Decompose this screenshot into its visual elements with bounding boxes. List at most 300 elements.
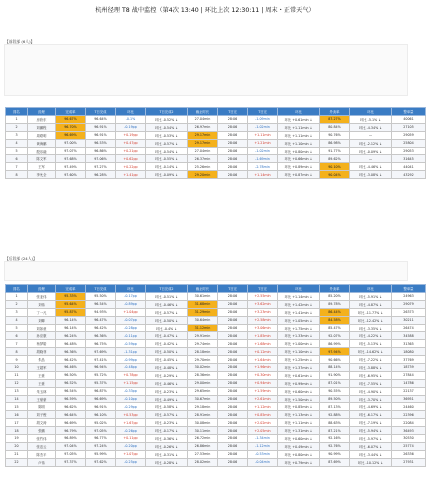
table-cell: +2.02min bbox=[248, 419, 278, 427]
table-cell: -0.11pp bbox=[116, 332, 146, 340]
table-cell: 96.14% bbox=[56, 324, 86, 332]
table-row bbox=[6, 356, 426, 364]
table-cell: 环比 -0.42% ↓ bbox=[146, 340, 188, 348]
table-cell: 3 bbox=[6, 131, 28, 139]
table-cell: 92.16% bbox=[320, 435, 350, 443]
table-cell: 95.02% bbox=[86, 419, 116, 427]
table-cell: -0.89pp bbox=[116, 300, 146, 308]
table-cell: 96.91% bbox=[86, 123, 116, 131]
table-cell: 环比 +0.66min ↓ bbox=[278, 155, 320, 163]
table-cell: 97.62% bbox=[86, 458, 116, 466]
table-cell: +3.23min bbox=[248, 308, 278, 316]
table-cell: 97.00% bbox=[56, 139, 86, 147]
table-cell: 96.87% bbox=[86, 387, 116, 395]
table-row bbox=[6, 147, 426, 155]
table-cell: 环比 +1.05min ↓ bbox=[278, 316, 320, 324]
table-cell: 30.61min bbox=[188, 293, 218, 301]
table-cell: 28:06 bbox=[218, 387, 248, 395]
table-cell: 88.14% bbox=[320, 364, 350, 372]
table-cell: 18080 bbox=[392, 348, 426, 356]
table-cell: 28.02min bbox=[188, 458, 218, 466]
table-cell: 97.07% bbox=[56, 147, 86, 155]
table-cell: 卢伟 bbox=[28, 458, 56, 466]
table-cell: 96.91% bbox=[86, 403, 116, 411]
column-header: T日完成 bbox=[86, 285, 116, 293]
table-cell: 90.99% bbox=[320, 450, 350, 458]
table-cell: 28:06 bbox=[218, 316, 248, 324]
table-cell: 环比 +0.80min ↓ bbox=[278, 147, 320, 155]
table-cell: 环比 -0.55% ↓ bbox=[146, 155, 188, 163]
table-row bbox=[6, 435, 426, 443]
table-cell: 环比 -6.17% ↓ bbox=[350, 411, 392, 419]
table-cell: 13 bbox=[6, 387, 28, 395]
table-cell: 28:06 bbox=[218, 293, 248, 301]
table-cell: 28:06 bbox=[218, 364, 248, 372]
table-cell: 2 bbox=[6, 300, 28, 308]
table-row bbox=[6, 458, 426, 466]
table-cell: +1.64min bbox=[248, 356, 278, 364]
table-cell: 环比 -0.47% ↓ bbox=[146, 332, 188, 340]
table-cell: 27.04min bbox=[188, 147, 218, 155]
table-cell: 29.74min bbox=[188, 340, 218, 348]
table-cell: 环比 +1.11min ↓ bbox=[278, 419, 320, 427]
table-cell: 张忠云 bbox=[28, 442, 56, 450]
table-row bbox=[6, 403, 426, 411]
table-cell: 29.17min bbox=[188, 131, 218, 139]
table-cell: 房欣东 bbox=[28, 116, 56, 124]
table-cell: 22084 bbox=[392, 419, 426, 427]
table-cell: 朱玉林 bbox=[28, 387, 56, 395]
table-cell: 89.62% bbox=[320, 155, 350, 163]
table-cell: 28:06 bbox=[218, 348, 248, 356]
table-cell: 24963 bbox=[392, 293, 426, 301]
table-cell: 96.50% bbox=[56, 371, 86, 379]
table-cell: 12 bbox=[6, 379, 28, 387]
table-cell: 环比 -0.49% ↓ bbox=[146, 395, 188, 403]
table-cell: 9 bbox=[6, 356, 28, 364]
table-cell: 环比 -2.12% ↓ bbox=[350, 139, 392, 147]
table-cell: 44041 bbox=[392, 163, 426, 171]
table-row bbox=[6, 155, 426, 163]
table-cell: 96.42% bbox=[86, 324, 116, 332]
table-cell: +3.06min bbox=[248, 324, 278, 332]
table-cell: 96.36% bbox=[86, 332, 116, 340]
table-cell: 96.70% bbox=[56, 123, 86, 131]
table-cell: 29.17min bbox=[188, 139, 218, 147]
table-cell: 环比 -0.57% ↓ bbox=[146, 308, 188, 316]
table-cell: -0.07pp bbox=[116, 316, 146, 324]
table-cell: 90.04% bbox=[320, 171, 350, 179]
table-cell: 环比 +1.42min ↓ bbox=[278, 300, 320, 308]
table-cell: -0.20pp bbox=[116, 442, 146, 450]
column-header: T日完成2 bbox=[146, 285, 188, 293]
table-cell: 环比 -4.46% ↓ bbox=[350, 163, 392, 171]
table-cell: 陈文军 bbox=[28, 155, 56, 163]
table-cell: 90.10% bbox=[320, 163, 350, 171]
table-cell: 96.14% bbox=[56, 316, 86, 324]
table-cell: 6 bbox=[6, 332, 28, 340]
table-cell: 环比 -0.54% ↓ bbox=[146, 147, 188, 155]
table-cell: +0.62pp bbox=[116, 155, 146, 163]
table-row bbox=[6, 348, 426, 356]
table-cell: 环比 +0.89min ↓ bbox=[278, 163, 320, 171]
table-cell: 96.59% bbox=[56, 395, 86, 403]
table-cell: -0.04min bbox=[248, 458, 278, 466]
table-cell: +0.12min bbox=[248, 348, 278, 356]
table-cell: +1.68min bbox=[248, 340, 278, 348]
table-cell: +0.53pp bbox=[116, 411, 146, 419]
section-label-front: 【前段部 (6人)】 bbox=[5, 39, 35, 44]
table-cell: 27105 bbox=[392, 123, 426, 131]
table-cell: 10 bbox=[6, 364, 28, 372]
table-cell: 97.05% bbox=[56, 450, 86, 458]
table-row bbox=[6, 442, 426, 450]
table-cell: 环比 -7.55% ↓ bbox=[350, 379, 392, 387]
table-cell: 19 bbox=[6, 435, 28, 443]
table-cell: 85.47% bbox=[320, 324, 350, 332]
table-cell: 97.49% bbox=[56, 163, 86, 171]
table-cell: 28:06 bbox=[218, 458, 248, 466]
table-cell: 31365 bbox=[392, 340, 426, 348]
table-cell: 97.69% bbox=[86, 348, 116, 356]
table-cell: 环比 -0.51% ↓ bbox=[146, 293, 188, 301]
table-cell: 14 bbox=[6, 395, 28, 403]
table-cell: 环比 -0.57% ↓ bbox=[146, 139, 188, 147]
table-cell: 28.18min bbox=[188, 348, 218, 356]
table-cell: 96.36% bbox=[56, 348, 86, 356]
table-cell: 环比 -4.90% ↓ bbox=[350, 387, 392, 395]
table-cell: 28:06 bbox=[218, 419, 248, 427]
table-cell: -1.12min bbox=[248, 442, 278, 450]
table-cell: 16 bbox=[6, 411, 28, 419]
table-cell: 环比 +1.31min ↓ bbox=[278, 427, 320, 435]
table-cell: 环比 +1.33min ↓ bbox=[278, 332, 320, 340]
table-row bbox=[6, 163, 426, 171]
table-cell: 环比 -0.48% ↓ bbox=[146, 364, 188, 372]
table-cell: 96.89% bbox=[56, 435, 86, 443]
table-cell: +0.11pp bbox=[116, 435, 146, 443]
table-cell: 96.48% bbox=[56, 340, 86, 348]
column-header: 环比 bbox=[116, 108, 146, 116]
table-cell: 环比 -0.54% ↓ bbox=[146, 123, 188, 131]
table-cell: -0.17pp bbox=[116, 293, 146, 301]
table-cell: 31.12min bbox=[188, 324, 218, 332]
table-cell: 96.79% bbox=[56, 427, 86, 435]
table-cell: 28.36min bbox=[188, 371, 218, 379]
table-cell: 环比 -6.07% ↓ bbox=[350, 442, 392, 450]
table-cell: +2.58min bbox=[248, 316, 278, 324]
column-header: 排名 bbox=[6, 285, 28, 293]
column-header: 环比 bbox=[350, 285, 392, 293]
table-cell: 30.11min bbox=[188, 427, 218, 435]
table-cell: 28:06 bbox=[218, 147, 248, 155]
table-cell: 王超军 bbox=[28, 364, 56, 372]
table-cell: 环比 -3.35% ↓ bbox=[350, 324, 392, 332]
table-cell: 刘伟 bbox=[28, 300, 56, 308]
table-cell: 96.69% bbox=[56, 419, 86, 427]
table-cell: 25804 bbox=[392, 139, 426, 147]
table-cell: 环比 -3.88% ↓ bbox=[350, 364, 392, 372]
table-cell: 96.69% bbox=[56, 131, 86, 139]
table-cell: 96.53% bbox=[86, 139, 116, 147]
table-cell: 95.33% bbox=[56, 293, 86, 301]
table-cell: 环比 +1.41min ↓ bbox=[278, 308, 320, 316]
table-cell: 96.54% bbox=[86, 300, 116, 308]
table-cell: 31.29min bbox=[188, 308, 218, 316]
table-cell: 28:06 bbox=[218, 123, 248, 131]
table-cell: 24460 bbox=[392, 403, 426, 411]
table-cell: 18 bbox=[6, 427, 28, 435]
table-cell: 28:06 bbox=[218, 131, 248, 139]
table-cell: 28:06 bbox=[218, 356, 248, 364]
table-cell: 96.62% bbox=[56, 403, 86, 411]
table-cell: 孙应康 bbox=[28, 332, 56, 340]
table-cell: 29.65min bbox=[188, 387, 218, 395]
table-row bbox=[6, 293, 426, 301]
table-cell: 92.76% bbox=[320, 442, 350, 450]
table-cell: 5 bbox=[6, 324, 28, 332]
table-cell: 28:06 bbox=[218, 379, 248, 387]
table-cell: +2.55min bbox=[248, 293, 278, 301]
table-cell: 90.66% bbox=[320, 356, 350, 364]
table-cell: +0.22pp bbox=[116, 163, 146, 171]
table-cell: 陈明 bbox=[28, 403, 56, 411]
table-cell: 环比 +1.11min ↓ bbox=[278, 131, 320, 139]
table-cell: 环比 -0.58% ↓ bbox=[146, 403, 188, 411]
table-cell: 环比 +0.87min ↓ bbox=[278, 171, 320, 179]
table-cell: 环比 -0.09% ↓ bbox=[350, 147, 392, 155]
table-front-section bbox=[5, 107, 426, 179]
table-cell: 环比 -11.77% ↓ bbox=[350, 308, 392, 316]
table-cell: 89.78% bbox=[320, 300, 350, 308]
table-cell: 26373 bbox=[392, 308, 426, 316]
table-cell: 29.00min bbox=[188, 379, 218, 387]
table-cell: 34588 bbox=[392, 332, 426, 340]
table-cell: +1.96min bbox=[248, 364, 278, 372]
table-cell: 80.84% bbox=[320, 123, 350, 131]
page-title: 杭州径理 T8 战中监控（第4次 13:40 | 环比上次 12:30:11 | 周末・正常天气） bbox=[95, 7, 315, 14]
table-row bbox=[6, 316, 426, 324]
table-back-section bbox=[5, 284, 426, 467]
table-cell: -0.1% bbox=[116, 116, 146, 124]
table-cell: -1.34min bbox=[248, 435, 278, 443]
table-cell: 88.63% bbox=[320, 419, 350, 427]
table-cell: 92.88% bbox=[320, 411, 350, 419]
table-cell: 环比 +0.60min ↓ bbox=[278, 435, 320, 443]
table-cell: 97.24% bbox=[86, 442, 116, 450]
table-cell: 王豪 bbox=[28, 379, 56, 387]
table-cell: 17 bbox=[6, 419, 28, 427]
table-cell: 28:06 bbox=[218, 332, 248, 340]
table-cell: 29079 bbox=[392, 300, 426, 308]
column-header: T日完成2 bbox=[146, 108, 188, 116]
table-cell: 36493 bbox=[392, 427, 426, 435]
table-cell: 1 bbox=[6, 116, 28, 124]
table-cell: 刘卿 bbox=[28, 316, 56, 324]
table-cell: 环比 -10.12% ↓ bbox=[350, 458, 392, 466]
table-cell: +0.19pp bbox=[116, 131, 146, 139]
table-cell: 31.68min bbox=[188, 300, 218, 308]
table-cell: 8 bbox=[6, 348, 28, 356]
table-cell: 刘鹏程 bbox=[28, 123, 56, 131]
table-cell: 25.26min bbox=[188, 163, 218, 171]
table-cell: 环比 -0.23% ↓ bbox=[146, 419, 188, 427]
table-cell: 3 bbox=[6, 308, 28, 316]
table-cell: — bbox=[350, 155, 392, 163]
table-cell: 28:06 bbox=[218, 300, 248, 308]
section-label-back: 【后段部 (24人)】 bbox=[5, 256, 37, 261]
table-cell: 95.87% bbox=[56, 308, 86, 316]
table-cell: 18739 bbox=[392, 364, 426, 372]
table-cell: 26.86min bbox=[188, 442, 218, 450]
table-cell: 97.41% bbox=[86, 356, 116, 364]
table-cell: 96.94% bbox=[86, 364, 116, 372]
table-cell: 96.42% bbox=[56, 356, 86, 364]
table-row bbox=[6, 379, 426, 387]
table-cell: 环比 -3.44% ↓ bbox=[350, 450, 392, 458]
table-cell: 环比 -5.97% ↓ bbox=[350, 435, 392, 443]
table-cell: +0.85min bbox=[248, 411, 278, 419]
table-cell: 环比 -5.1% ↓ bbox=[350, 116, 392, 124]
table-cell: 87.13% bbox=[320, 403, 350, 411]
table-cell: 25774 bbox=[392, 442, 426, 450]
table-cell: 5 bbox=[6, 147, 28, 155]
table-cell: 96.54% bbox=[56, 387, 86, 395]
column-header: 整单量 bbox=[392, 108, 426, 116]
table-cell: 2 bbox=[6, 123, 28, 131]
table-cell: 30211 bbox=[392, 316, 426, 324]
table-cell: +1.04pp bbox=[116, 308, 146, 316]
table-cell: 96.91% bbox=[86, 131, 116, 139]
table-cell: 环比 -4.22% ↓ bbox=[350, 332, 392, 340]
table-cell: 97.94% bbox=[320, 348, 350, 356]
table-cell: +1.21min bbox=[248, 139, 278, 147]
table-cell: 28:06 bbox=[218, 340, 248, 348]
table-cell: 环比 -0.45% ↓ bbox=[146, 356, 188, 364]
table-cell: 1 bbox=[6, 293, 28, 301]
table-cell: 87.21% bbox=[320, 427, 350, 435]
table-cell: 环比 +1.13min ↓ bbox=[278, 411, 320, 419]
table-cell: +1.59min bbox=[248, 387, 278, 395]
table-cell: 环比 -5.91% ↓ bbox=[350, 293, 392, 301]
table-row bbox=[6, 371, 426, 379]
table-cell: 周联明 bbox=[28, 131, 56, 139]
table-row bbox=[6, 332, 426, 340]
table-cell: 殷乐融 bbox=[28, 147, 56, 155]
table-cell: 40061 bbox=[392, 116, 426, 124]
table-cell: 96.64% bbox=[56, 411, 86, 419]
table-cell: 30.64min bbox=[188, 316, 218, 324]
column-header: 外卖率 bbox=[320, 285, 350, 293]
table-cell: 96.47% bbox=[86, 316, 116, 324]
column-header: 完成率 bbox=[56, 108, 86, 116]
table-cell: 86.44% bbox=[320, 308, 350, 316]
table-row bbox=[6, 387, 426, 395]
table-cell: 14786 bbox=[392, 379, 426, 387]
table-cell: 96.24% bbox=[56, 332, 86, 340]
table-cell: 环比 +0.61min ↓ bbox=[278, 116, 320, 124]
column-header: 环比 bbox=[278, 108, 320, 116]
table-cell: 28:06 bbox=[218, 395, 248, 403]
section-back-panel bbox=[4, 261, 408, 281]
table-cell: -1.09min bbox=[248, 116, 278, 124]
table-cell: 97.27% bbox=[86, 163, 116, 171]
table-cell: -0.28pp bbox=[116, 324, 146, 332]
table-row bbox=[6, 340, 426, 348]
section-front-panel bbox=[4, 44, 408, 96]
table-cell: 环比 -5.13% ↓ bbox=[350, 340, 392, 348]
table-cell: 86.99% bbox=[320, 340, 350, 348]
table-cell: 96.10% bbox=[86, 411, 116, 419]
table-cell: 30.67min bbox=[188, 395, 218, 403]
table-cell: +1.14min bbox=[248, 171, 278, 179]
table-cell: -0.19pp bbox=[116, 123, 146, 131]
table-cell: 85.20% bbox=[320, 293, 350, 301]
table-cell: -0.26pp bbox=[116, 427, 146, 435]
table-cell: 11 bbox=[6, 371, 28, 379]
column-header: 排名 bbox=[6, 108, 28, 116]
table-cell: 胡晓菲 bbox=[28, 348, 56, 356]
table-cell: +1.07pp bbox=[116, 450, 146, 458]
table-cell: 环比 -7.22% ↓ bbox=[350, 356, 392, 364]
table-cell: 89.50% bbox=[320, 395, 350, 403]
table-cell: -0.99pp bbox=[116, 356, 146, 364]
table-cell: 26.37min bbox=[188, 155, 218, 163]
table-cell: 环比 -0.4% ↓ bbox=[146, 324, 188, 332]
table-cell: 27.04min bbox=[188, 116, 218, 124]
table-cell: 29059 bbox=[392, 131, 426, 139]
table-cell: 30530 bbox=[392, 435, 426, 443]
table-cell: +1.85min bbox=[248, 332, 278, 340]
table-cell: 环比 +0.80min ↓ bbox=[278, 450, 320, 458]
table-cell: 28:06 bbox=[218, 403, 248, 411]
table-cell: 28:06 bbox=[218, 139, 248, 147]
table-cell: 环比 -0.28% ↓ bbox=[146, 458, 188, 466]
table-cell: 28:06 bbox=[218, 450, 248, 458]
table-cell: 环比 +1.14min ↓ bbox=[278, 293, 320, 301]
table-cell: 刘如意 bbox=[28, 324, 56, 332]
column-header: T日完成 bbox=[86, 108, 116, 116]
table-cell: 26.72min bbox=[188, 435, 218, 443]
table-cell: 环比 +0.85min ↓ bbox=[278, 403, 320, 411]
table-cell: 28:06 bbox=[218, 116, 248, 124]
table-cell: 29.20min bbox=[188, 171, 218, 179]
table-cell: 环比 -0.31% ↓ bbox=[146, 450, 188, 458]
column-header: T日完 bbox=[248, 108, 278, 116]
table-cell: +0.21pp bbox=[116, 147, 146, 155]
table-cell: 环比 -4.69% ↓ bbox=[350, 403, 392, 411]
column-header: 经理 bbox=[28, 285, 56, 293]
table-cell: +0.47pp bbox=[116, 139, 146, 147]
table-cell: 4 bbox=[6, 139, 28, 147]
table-cell: 27931 bbox=[392, 458, 426, 466]
table-row bbox=[6, 139, 426, 147]
table-cell: 环比 -12.42% ↓ bbox=[350, 316, 392, 324]
table-cell: 环比 +1.00min ↓ bbox=[278, 340, 320, 348]
column-header: 经理 bbox=[28, 108, 56, 116]
table-cell: +1.41pp bbox=[116, 171, 146, 179]
table-cell: 李允全 bbox=[28, 171, 56, 179]
column-header: 环比 bbox=[278, 285, 320, 293]
table-cell: 97.06% bbox=[86, 155, 116, 163]
table-cell: 90.76% bbox=[320, 131, 350, 139]
table-cell: 28:06 bbox=[218, 435, 248, 443]
table-cell: 刘子俊 bbox=[28, 411, 56, 419]
table-cell: 王军 bbox=[28, 163, 56, 171]
table-cell: 96.28% bbox=[86, 171, 116, 179]
table-cell: 28:06 bbox=[218, 308, 248, 316]
table-cell: 27.53min bbox=[188, 450, 218, 458]
